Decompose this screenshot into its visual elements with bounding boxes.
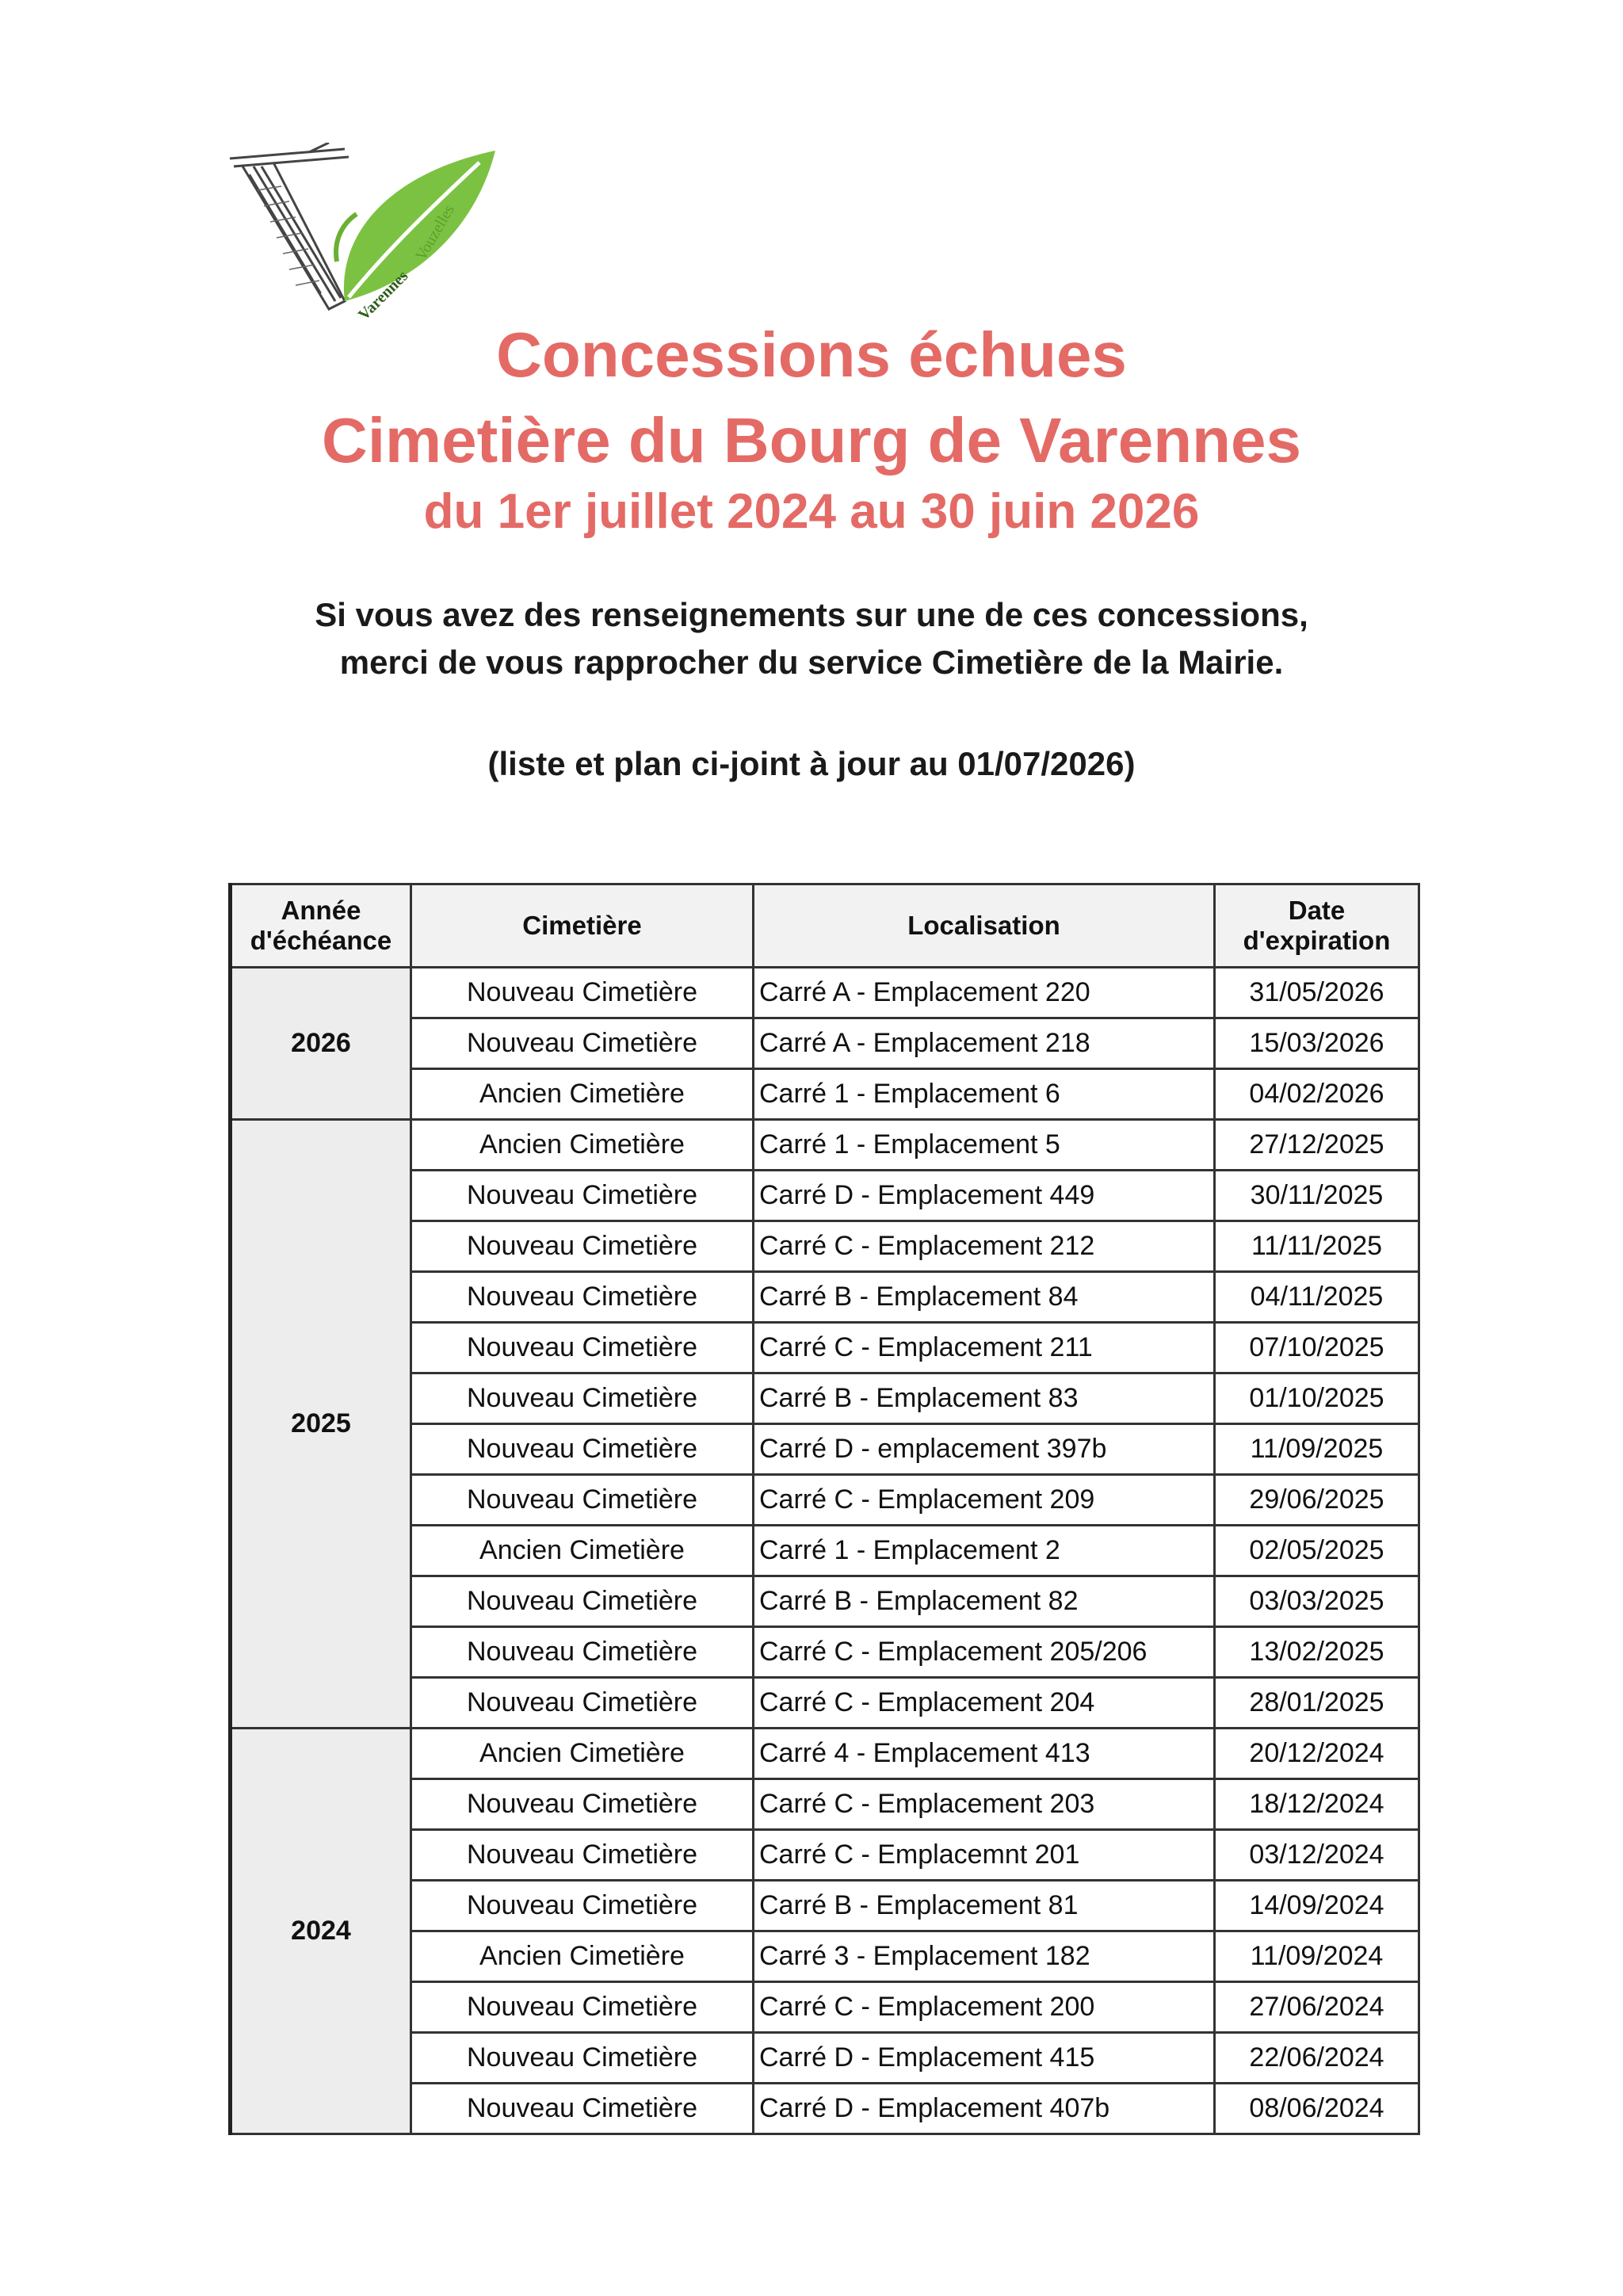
cemetery-cell: Nouveau Cimetière (411, 1171, 754, 1221)
title-line-3: du 1er juillet 2024 au 30 juin 2026 (423, 484, 1200, 539)
svg-text:Varennes: Varennes (354, 267, 412, 324)
location-cell: Carré B - Emplacement 83 (754, 1373, 1215, 1424)
cemetery-cell: Nouveau Cimetière (411, 1779, 754, 1830)
location-cell: Carré C - Emplacement 200 (754, 1982, 1215, 2033)
location-cell: Carré C - Emplacement 209 (754, 1475, 1215, 1526)
location-cell: Carré C - Emplacement 212 (754, 1221, 1215, 1272)
cemetery-cell: Nouveau Cimetière (411, 1272, 754, 1323)
header-year: Année d'échéance (231, 884, 411, 968)
cemetery-cell: Nouveau Cimetière (411, 968, 754, 1018)
cemetery-cell: Ancien Cimetière (411, 1120, 754, 1171)
intro-line-1: Si vous avez des renseignements sur une de ces concessions, (315, 596, 1308, 633)
location-cell: Carré B - Emplacement 81 (754, 1881, 1215, 1931)
intro-line-2: merci de vous rapprocher du service Cimetière de la Mairie. (339, 644, 1284, 681)
concessions-table (228, 883, 1420, 2135)
expiration-date-cell: 27/12/2025 (1215, 1120, 1419, 1171)
expiration-date-cell: 02/05/2025 (1215, 1526, 1419, 1576)
expiration-date-cell: 22/06/2024 (1215, 2033, 1419, 2084)
cemetery-cell: Nouveau Cimetière (411, 1627, 754, 1678)
table-header-row (231, 884, 1419, 968)
cemetery-cell: Nouveau Cimetière (411, 2084, 754, 2134)
expiration-date-cell: 01/10/2025 (1215, 1373, 1419, 1424)
expiration-date-cell: 03/03/2025 (1215, 1576, 1419, 1627)
expiration-date-cell: 28/01/2025 (1215, 1678, 1419, 1729)
cemetery-cell: Nouveau Cimetière (411, 1982, 754, 2033)
expiration-date-cell: 07/10/2025 (1215, 1323, 1419, 1373)
location-cell: Carré C - Emplacement 203 (754, 1779, 1215, 1830)
cemetery-cell: Nouveau Cimetière (411, 1576, 754, 1627)
expiration-date-cell: 11/09/2024 (1215, 1931, 1419, 1982)
expiration-date-cell: 29/06/2025 (1215, 1475, 1419, 1526)
location-cell: Carré D - emplacement 397b (754, 1424, 1215, 1475)
title-line-2: Cimetière du Bourg de Varennes (322, 405, 1301, 476)
expiration-date-cell: 11/11/2025 (1215, 1221, 1419, 1272)
location-cell: Carré C - Emplacement 211 (754, 1323, 1215, 1373)
cemetery-cell: Ancien Cimetière (411, 1526, 754, 1576)
location-cell: Carré D - Emplacement 407b (754, 2084, 1215, 2134)
location-cell: Carré B - Emplacement 82 (754, 1576, 1215, 1627)
expiration-date-cell: 20/12/2024 (1215, 1729, 1419, 1779)
table-row (231, 1729, 1419, 1779)
cemetery-cell: Nouveau Cimetière (411, 1221, 754, 1272)
expiration-date-cell: 27/06/2024 (1215, 1982, 1419, 2033)
svg-text:Vouzelles: Vouzelles (412, 201, 459, 264)
cemetery-cell: Nouveau Cimetière (411, 1475, 754, 1526)
location-cell: Carré D - Emplacement 415 (754, 2033, 1215, 2084)
expiration-date-cell: 31/05/2026 (1215, 968, 1419, 1018)
location-cell: Carré 4 - Emplacement 413 (754, 1729, 1215, 1779)
expiration-date-cell: 30/11/2025 (1215, 1171, 1419, 1221)
cemetery-cell: Ancien Cimetière (411, 1729, 754, 1779)
intro-note: (liste et plan ci-joint à jour au 01/07/2026) (487, 745, 1136, 782)
table-row (231, 1120, 1419, 1171)
cemetery-cell: Nouveau Cimetière (411, 1424, 754, 1475)
location-cell: Carré 1 - Emplacement 2 (754, 1526, 1215, 1576)
year-cell: 2026 (231, 968, 411, 1120)
expiration-date-cell: 08/06/2024 (1215, 2084, 1419, 2134)
table-row (231, 968, 1419, 1018)
location-cell: Carré 3 - Emplacement 182 (754, 1931, 1215, 1982)
location-cell: Carré A - Emplacement 218 (754, 1018, 1215, 1069)
header-location: Localisation (754, 884, 1215, 968)
expiration-date-cell: 14/09/2024 (1215, 1881, 1419, 1931)
expiration-date-cell: 15/03/2026 (1215, 1018, 1419, 1069)
location-cell: Carré A - Emplacement 220 (754, 968, 1215, 1018)
location-cell: Carré B - Emplacement 84 (754, 1272, 1215, 1323)
cemetery-cell: Nouveau Cimetière (411, 1323, 754, 1373)
cemetery-cell: Ancien Cimetière (411, 1069, 754, 1120)
location-cell: Carré 1 - Emplacement 6 (754, 1069, 1215, 1120)
expiration-date-cell: 13/02/2025 (1215, 1627, 1419, 1678)
year-cell: 2024 (231, 1729, 411, 2134)
expiration-date-cell: 04/02/2026 (1215, 1069, 1419, 1120)
year-cell: 2025 (231, 1120, 411, 1729)
cemetery-cell: Nouveau Cimetière (411, 1881, 754, 1931)
varennes-vouzelles-logo (226, 143, 527, 325)
cemetery-cell: Nouveau Cimetière (411, 1830, 754, 1881)
location-cell: Carré C - Emplacemnt 201 (754, 1830, 1215, 1881)
cemetery-cell: Nouveau Cimetière (411, 1018, 754, 1069)
location-cell: Carré 1 - Emplacement 5 (754, 1120, 1215, 1171)
cemetery-cell: Ancien Cimetière (411, 1931, 754, 1982)
cemetery-cell: Nouveau Cimetière (411, 1373, 754, 1424)
expiration-date-cell: 04/11/2025 (1215, 1272, 1419, 1323)
header-expiration: Date d'expiration (1215, 884, 1419, 968)
cemetery-cell: Nouveau Cimetière (411, 2033, 754, 2084)
expiration-date-cell: 03/12/2024 (1215, 1830, 1419, 1881)
expiration-date-cell: 11/09/2025 (1215, 1424, 1419, 1475)
header-cemetery: Cimetière (411, 884, 754, 968)
location-cell: Carré D - Emplacement 449 (754, 1171, 1215, 1221)
expiration-date-cell: 18/12/2024 (1215, 1779, 1419, 1830)
cemetery-cell: Nouveau Cimetière (411, 1678, 754, 1729)
location-cell: Carré C - Emplacement 204 (754, 1678, 1215, 1729)
location-cell: Carré C - Emplacement 205/206 (754, 1627, 1215, 1678)
title-line-1: Concessions échues (496, 319, 1127, 390)
